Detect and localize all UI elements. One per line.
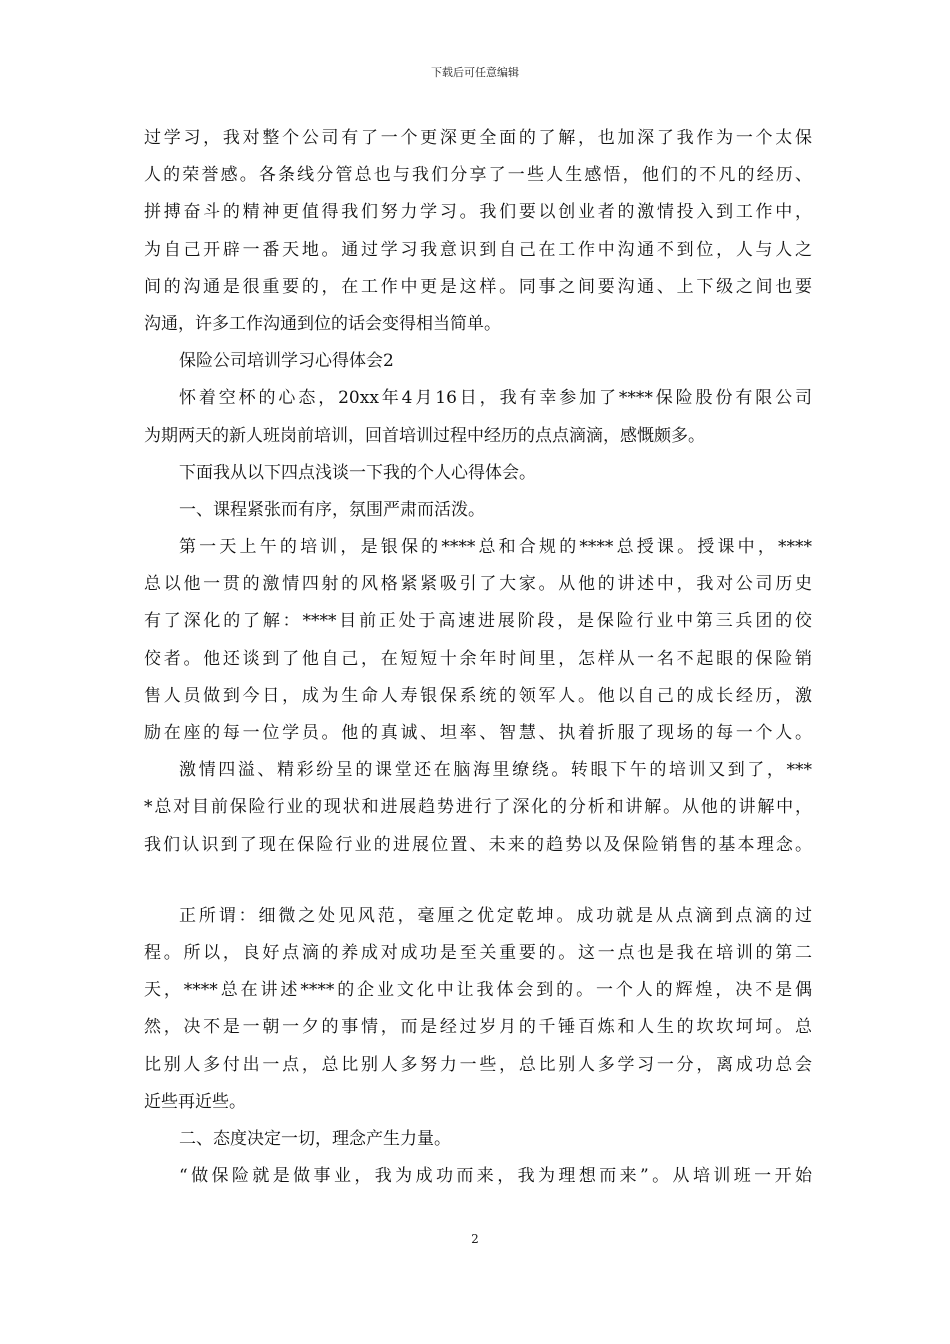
text-line: 我们认识到了现在保险行业的进展位置、未来的趋势以及保险销售的基本理念。	[144, 834, 812, 855]
text-line: 为自己开辟一番天地。通过学习我意识到自己在工作中沟通不到位，人与人之	[144, 239, 812, 260]
text-line: 拼搏奋斗的精神更值得我们努力学习。我们要以创业者的激情投入到工作中，	[144, 202, 812, 223]
document-body	[144, 120, 812, 1195]
text-line: 有了深化的了解：****目前正处于高速进展阶段，是保险行业中第三兵团的佼	[144, 611, 812, 632]
text-line: 过学习，我对整个公司有了一个更深更全面的了解，也加深了我作为一个太保	[144, 128, 812, 148]
page-number: 2	[471, 1232, 479, 1246]
text-line: 佼者。他还谈到了他自己，在短短十余年时间里，怎样从一名不起眼的保险销	[144, 648, 812, 669]
text-line: 天，****总在讲述****的企业文化中让我体会到的。一个人的辉煌，决不是偶	[144, 980, 812, 1001]
text-line: 沟通，许多工作沟通到位的话会变得相当简单。	[144, 313, 501, 334]
subheading: 一、课程紧张而有序，氛围严肃而活泼。	[179, 499, 485, 520]
text-line: 怀着空杯的心态，20xx年4月16日，我有幸参加了****保险股份有限公司	[179, 388, 812, 409]
text-line: 间的沟通是很重要的，在工作中更是这样。同事之间要沟通、上下级之间也要	[144, 276, 812, 297]
paragraph-gap	[144, 864, 812, 898]
text-line: 售人员做到今日，成为生命人寿银保系统的领军人。他以自己的成长经历，激	[144, 685, 812, 706]
subheading: 二、态度决定一切，理念产生力量。	[179, 1128, 451, 1149]
text-line: 励在座的每一位学员。他的真诚、坦率、智慧、执着折服了现场的每一个人。	[144, 723, 812, 743]
text-line: 正所谓：细微之处见风范，毫厘之优定乾坤。成功就是从点滴到点滴的过	[179, 905, 812, 926]
text-line: 比别人多付出一点，总比别人多努力一些，总比别人多学习一分，离成功总会	[144, 1054, 812, 1075]
text-line: 人的荣誉感。各条线分管总也与我们分享了一些人生感悟，他们的不凡的经历、	[144, 165, 812, 186]
page-header: 下载后可任意编辑	[431, 66, 519, 79]
text-line: 然，决不是一朝一夕的事情，而是经过岁月的千锤百炼和人生的坎坎坷坷。总	[144, 1017, 812, 1038]
text-line: 为期两天的新人班岗前培训，回首培训过程中经历的点点滴滴，感慨颇多。	[144, 425, 705, 446]
text-line: 总以他一贯的激情四射的风格紧紧吸引了大家。从他的讲述中，我对公司历史	[144, 574, 812, 595]
text-line: 程。所以，良好点滴的养成对成功是至关重要的。这一点也是我在培训的第二	[144, 942, 812, 963]
text-line: “做保险就是做事业，我为成功而来，我为理想而来”。从培训班一开始	[179, 1166, 812, 1187]
text-line: 下面我从以下四点浅谈一下我的个人心得体会。	[179, 462, 536, 483]
text-line: 近些再近些。	[144, 1091, 246, 1112]
section-title: 保险公司培训学习心得体会2	[179, 351, 394, 372]
text-line: 第一天上午的培训，是银保的****总和合规的****总授课。授课中，****	[179, 537, 812, 558]
text-line: 激情四溢、精彩纷呈的课堂还在脑海里缭绕。转眼下午的培训又到了，***	[179, 760, 812, 781]
text-line: *总对目前保险行业的现状和进展趋势进行了深化的分析和讲解。从他的讲解中，	[144, 797, 812, 818]
